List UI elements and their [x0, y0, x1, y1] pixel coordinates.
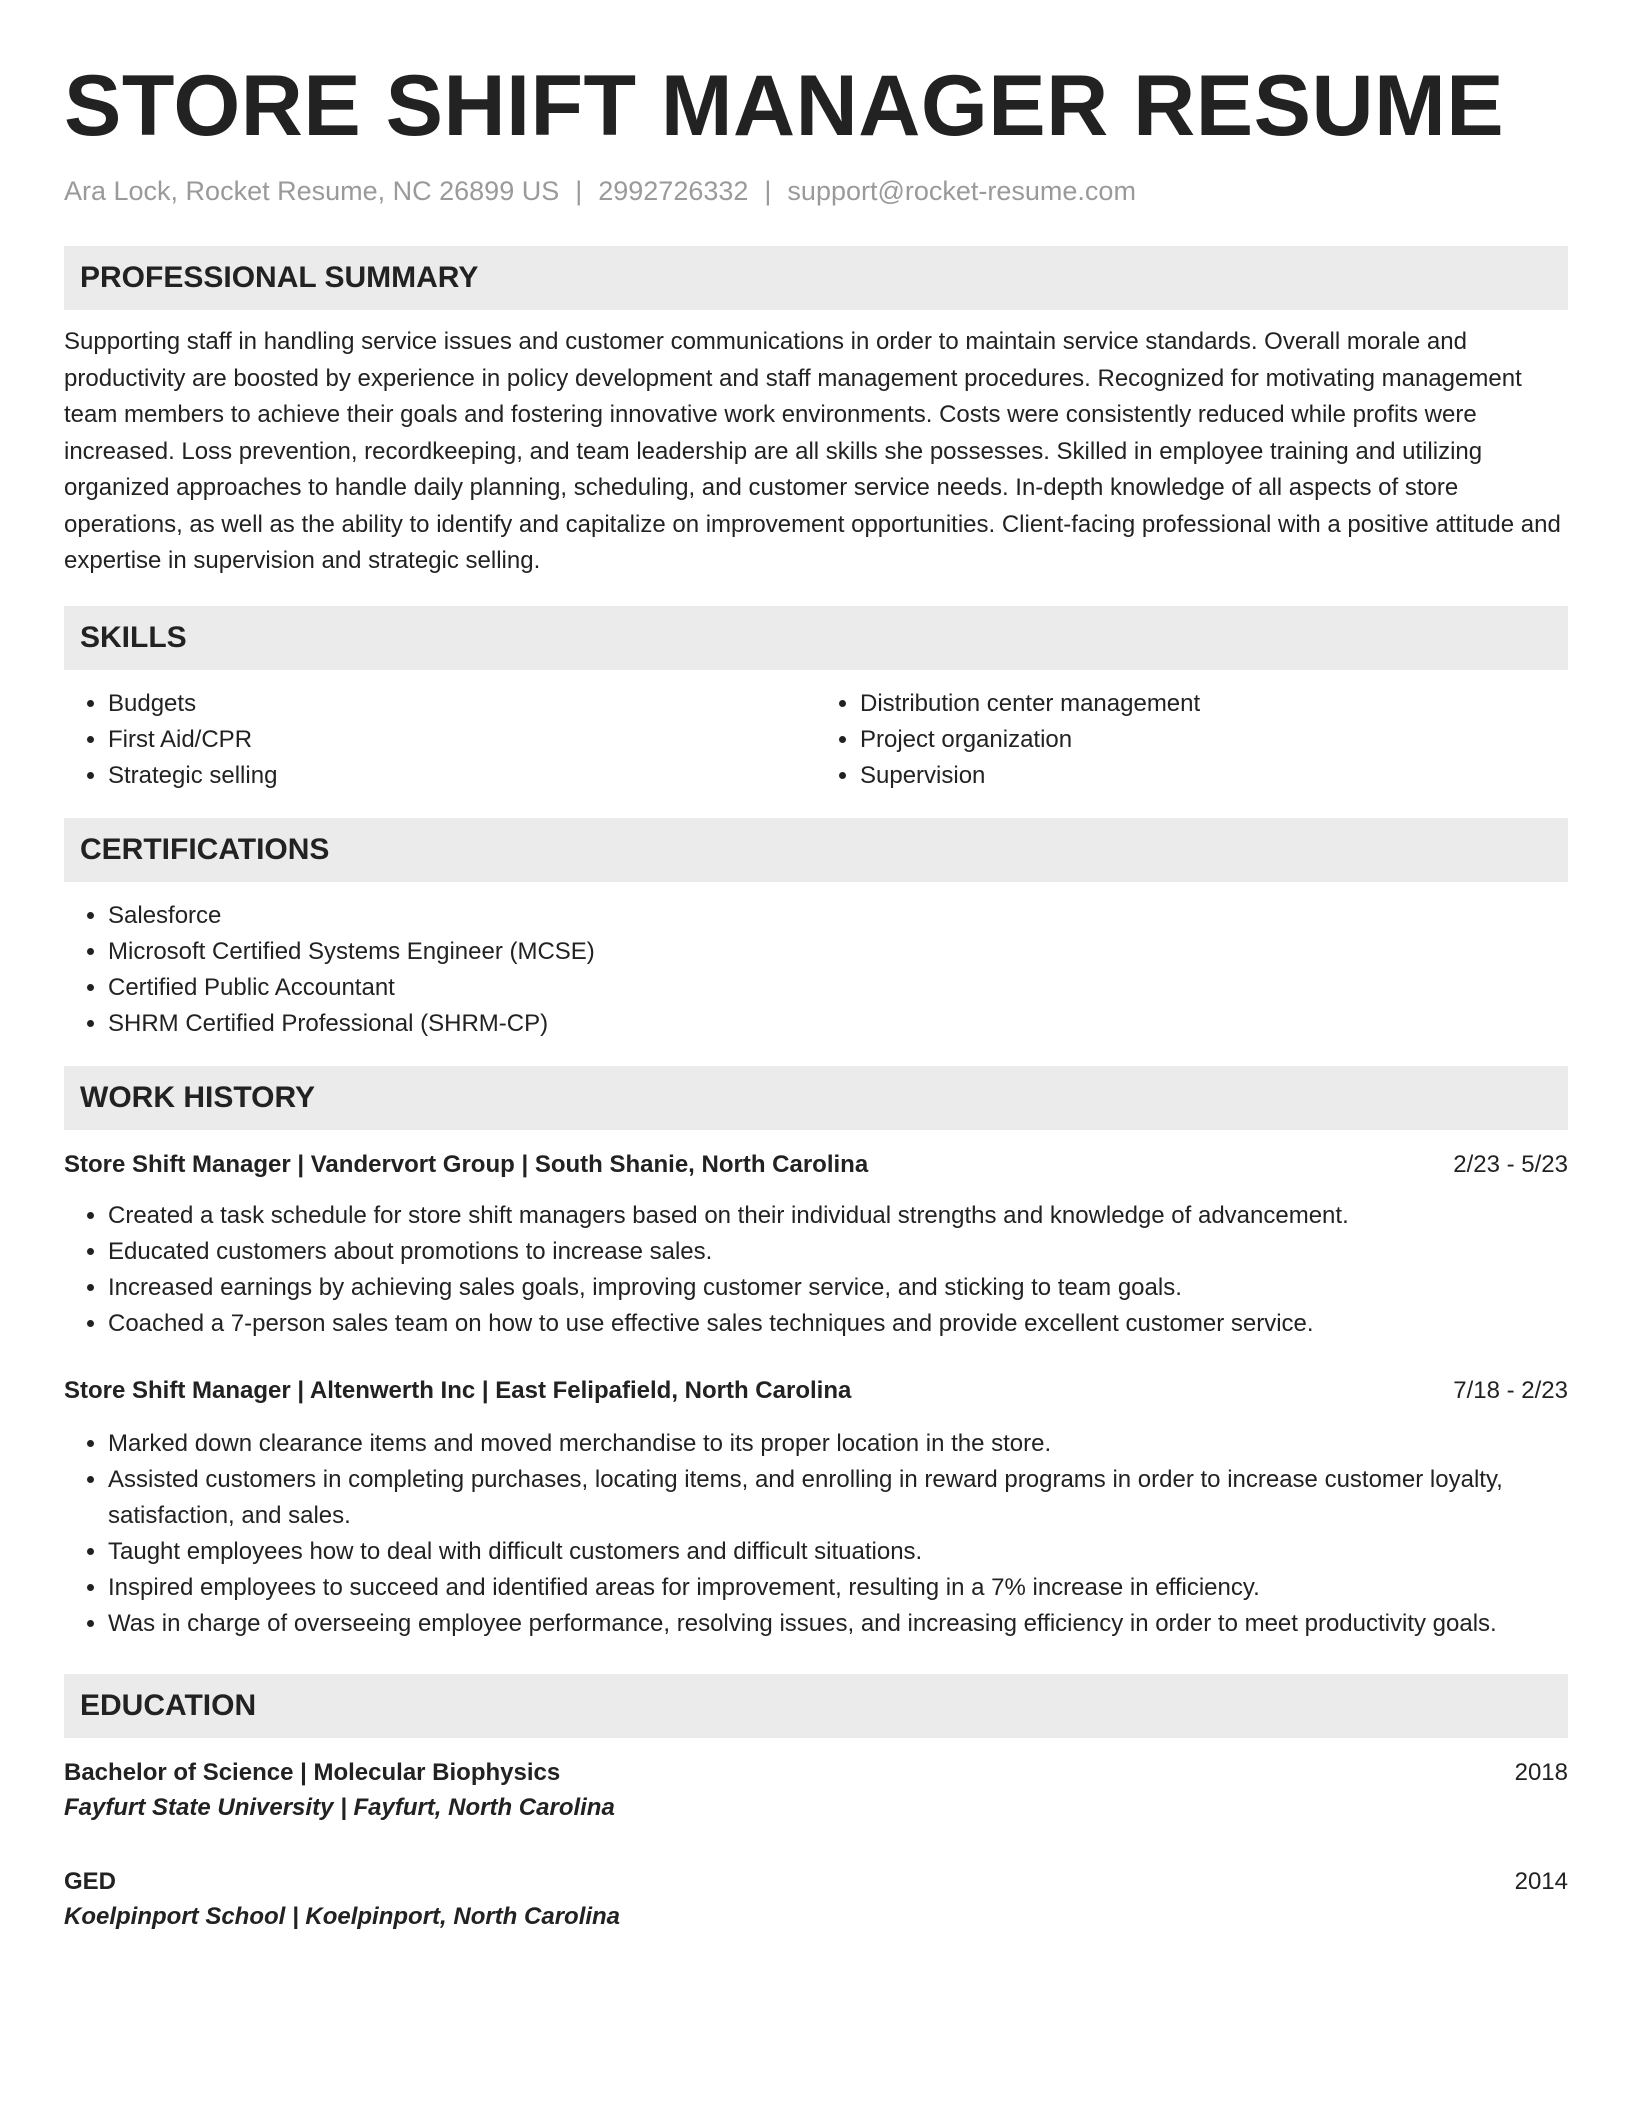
skills-grid: [64, 686, 1568, 794]
job-bullets: [64, 1426, 1568, 1642]
contact-email: support@rocket-resume.com: [787, 176, 1136, 206]
education-degree: Bachelor of Science | Molecular Biophysics: [64, 1758, 561, 1786]
section-header-certifications: CERTIFICATIONS: [64, 818, 1568, 882]
skill-item: • Project organization: [860, 722, 1568, 758]
job-bullet: • Taught employees how to deal with difficult customers and difficult situations.: [108, 1534, 1568, 1570]
certification-item: • Microsoft Certified Systems Engineer (MCSE): [108, 934, 1568, 970]
job-header: [64, 1374, 1568, 1408]
education-degree: GED: [64, 1867, 117, 1895]
job-bullet: • Educated customers about promotions to increase sales.: [108, 1234, 1568, 1270]
contact-line: [64, 174, 1568, 208]
summary-text: Supporting staff in handling service issues and customer communications in order to maintain service standards. Overall morale and productivity are boosted by experience in policy development and staff management procedures. Recognized for motivating management team members to achieve their goals and fostering innovative work environments. Costs were consistently reduced while profits were increased. Loss prevention, recordkeeping, and team leadership are all skills she possesses. Skilled in employee training and utilizing organized approaches to handle daily planning, scheduling, and customer service needs. In-depth knowledge of all aspects of store operations, as well as the ability to identify and capitalize on improvement opportunities. Client-facing professional with a positive attitude and expertise in supervision and strategic selling.: [64, 328, 1561, 574]
education-year: 2018: [1514, 1758, 1568, 1786]
job-dates: 7/18 - 2/23: [1453, 1376, 1568, 1404]
education-school: Fayfurt State University | Fayfurt, North Carolina: [64, 1793, 615, 1821]
section-header-work-history: WORK HISTORY: [64, 1066, 1568, 1130]
skill-item: • Strategic selling: [108, 758, 816, 794]
education-header: [64, 1756, 1568, 1790]
certification-item: • Certified Public Accountant: [108, 970, 1568, 1006]
job-header: [64, 1148, 1568, 1182]
skills-list-left: [64, 686, 816, 794]
contact-separator: |: [764, 176, 772, 206]
section-header-skills: SKILLS: [64, 606, 1568, 670]
job-bullet: • Assisted customers in completing purchases, locating items, and enrolling in reward programs in order to increase customer loyalty, satisfaction, and sales.: [108, 1462, 1568, 1534]
education-school: Koelpinport School | Koelpinport, North Carolina: [64, 1902, 621, 1930]
contact-separator: |: [575, 176, 583, 206]
job-entry: [64, 1148, 1568, 1342]
contact-address: Ara Lock, Rocket Resume, NC 26899 US: [64, 176, 560, 206]
education-year: 2014: [1514, 1867, 1568, 1895]
job-bullet: • Was in charge of overseeing employee performance, resolving issues, and increasing efficiency in order to meet productivity goals.: [108, 1606, 1568, 1642]
education-entry: [64, 1865, 1568, 1935]
job-title: Store Shift Manager | Vandervort Group | South Shanie, North Carolina: [64, 1150, 869, 1178]
skills-list-right: [816, 686, 1568, 794]
skill-item: • Distribution center management: [860, 686, 1568, 722]
certification-item: • SHRM Certified Professional (SHRM-CP): [108, 1006, 1568, 1042]
certification-item: • Salesforce: [108, 898, 1568, 934]
skill-item: • First Aid/CPR: [108, 722, 816, 758]
skill-item: • Supervision: [860, 758, 1568, 794]
job-bullet: • Coached a 7-person sales team on how to use effective sales techniques and provide excellent customer service.: [108, 1306, 1568, 1342]
job-bullet: • Marked down clearance items and moved merchandise to its proper location in the store.: [108, 1426, 1568, 1462]
resume-title: STORE SHIFT MANAGER RESUME: [64, 58, 1505, 154]
job-dates: 2/23 - 5/23: [1453, 1150, 1568, 1178]
job-entry: [64, 1374, 1568, 1642]
skill-item: • Budgets: [108, 686, 816, 722]
education-entry: [64, 1756, 1568, 1826]
contact-phone: 2992726332: [598, 176, 749, 206]
job-title: Store Shift Manager | Altenwerth Inc | East Felipafield, North Carolina: [64, 1376, 852, 1404]
job-bullets: [64, 1198, 1568, 1342]
job-bullet: • Created a task schedule for store shift managers based on their individual strengths and knowledge of advancement.: [108, 1198, 1568, 1234]
job-bullet: • Increased earnings by achieving sales goals, improving customer service, and sticking to team goals.: [108, 1270, 1568, 1306]
section-header-education: EDUCATION: [64, 1674, 1568, 1738]
certifications-list: [64, 898, 1568, 1042]
job-bullet: • Inspired employees to succeed and identified areas for improvement, resulting in a 7% increase in efficiency.: [108, 1570, 1568, 1606]
section-header-summary: PROFESSIONAL SUMMARY: [64, 246, 1568, 310]
education-header: [64, 1865, 1568, 1899]
